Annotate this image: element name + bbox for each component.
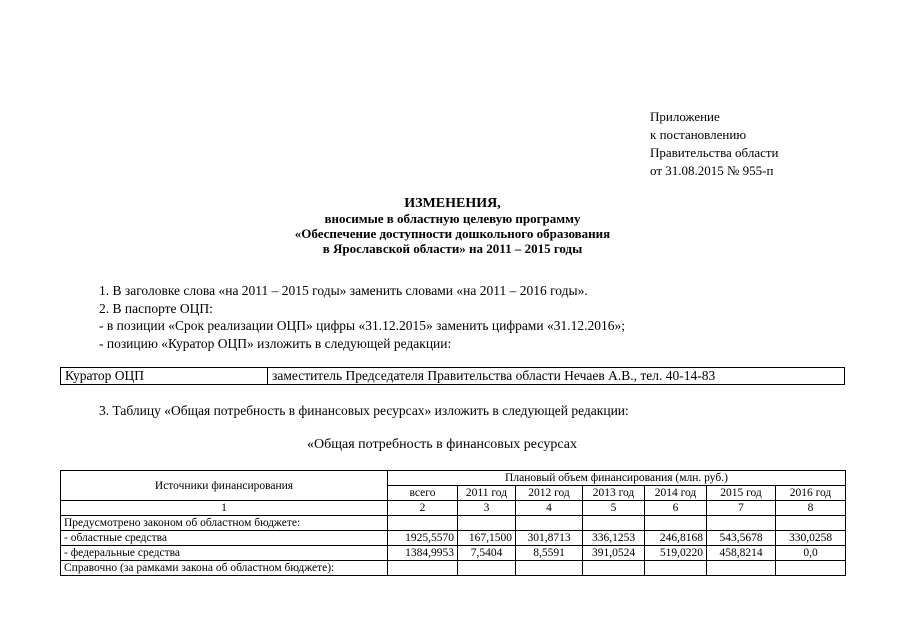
table-cell bbox=[516, 516, 583, 531]
table-row bbox=[61, 516, 846, 531]
paragraph-5: 3. Таблицу «Общая потребность в финансовых ресурсах» изложить в следующей редакции: bbox=[99, 403, 629, 418]
table-cell bbox=[707, 516, 776, 531]
table-cell: 1925,5570 bbox=[388, 531, 458, 546]
appendix-line-2: к постановлению bbox=[650, 127, 747, 142]
appendix-line-1: Приложение bbox=[650, 109, 720, 124]
table-caption: «Общая потребность в финансовых ресурсах bbox=[307, 437, 577, 452]
paragraph-1: 1. В заголовке слова «на 2011 – 2015 годы» заменить словами «на 2011 – 2016 годы». bbox=[99, 283, 588, 298]
header-col-2014: 2014 год bbox=[645, 486, 707, 501]
table-cell bbox=[388, 516, 458, 531]
table-cell: 0,0 bbox=[776, 546, 846, 561]
header-planned: Плановый объем финансирования (млн. руб.) bbox=[388, 471, 846, 486]
table-cell bbox=[776, 561, 846, 576]
table-cell: 458,8214 bbox=[707, 546, 776, 561]
header-col-total: всего bbox=[388, 486, 458, 501]
table-cell bbox=[583, 561, 645, 576]
header-col-2012: 2012 год bbox=[516, 486, 583, 501]
table-cell bbox=[516, 561, 583, 576]
table-cell bbox=[776, 516, 846, 531]
table-cell: 167,1500 bbox=[458, 531, 516, 546]
document-title bbox=[190, 196, 715, 256]
title-line-4: в Ярославской области» на 2011 – 2015 годы bbox=[322, 241, 583, 256]
title-line-3: «Обеспечение доступности дошкольного образования bbox=[294, 226, 611, 241]
table-cell: 543,5678 bbox=[707, 531, 776, 546]
col-number: 3 bbox=[458, 501, 516, 516]
appendix-line-3: Правительства области bbox=[650, 145, 779, 160]
body-paragraphs bbox=[99, 282, 625, 352]
curator-label: Куратор ОЦП bbox=[61, 368, 268, 385]
col-number: 8 bbox=[776, 501, 846, 516]
header-col-2011: 2011 год bbox=[458, 486, 516, 501]
table-cell bbox=[458, 561, 516, 576]
curator-table bbox=[60, 367, 845, 385]
table-row bbox=[61, 561, 846, 576]
paragraph-2: 2. В паспорте ОЦП: bbox=[99, 300, 213, 316]
title-main: ИЗМЕНЕНИЯ, bbox=[404, 196, 501, 211]
table-cell bbox=[458, 516, 516, 531]
table-cell: 336,1253 bbox=[583, 531, 645, 546]
col-number: 1 bbox=[61, 501, 388, 516]
table-cell: 8,5591 bbox=[516, 546, 583, 561]
header-sources: Источники финансирования bbox=[61, 471, 388, 501]
appendix-line-4: от 31.08.2015 № 955-п bbox=[650, 163, 774, 178]
table-cell: 519,0220 bbox=[645, 546, 707, 561]
col-number: 4 bbox=[516, 501, 583, 516]
table-cell: 1384,9953 bbox=[388, 546, 458, 561]
table-cell: 7,5404 bbox=[458, 546, 516, 561]
header-col-2016: 2016 год bbox=[776, 486, 846, 501]
table-cell bbox=[645, 516, 707, 531]
col-number: 6 bbox=[645, 501, 707, 516]
table-cell: 330,0258 bbox=[776, 531, 846, 546]
header-col-2015: 2015 год bbox=[707, 486, 776, 501]
table-cell bbox=[388, 561, 458, 576]
table-cell bbox=[583, 516, 645, 531]
row-label: - областные средства bbox=[61, 531, 388, 546]
row-label: - федеральные средства bbox=[61, 546, 388, 561]
table-cell bbox=[707, 561, 776, 576]
financing-table bbox=[60, 470, 846, 576]
table-cell: 391,0524 bbox=[583, 546, 645, 561]
table-cell bbox=[645, 561, 707, 576]
col-number: 2 bbox=[388, 501, 458, 516]
curator-row bbox=[61, 368, 845, 385]
table-number-row bbox=[61, 501, 846, 516]
row-label: Справочно (за рамками закона об областном бюджете): bbox=[61, 561, 388, 576]
table-header-row-1 bbox=[61, 471, 846, 486]
table-cell: 301,8713 bbox=[516, 531, 583, 546]
title-line-2: вносимые в областную целевую программу bbox=[324, 211, 581, 226]
table-row bbox=[61, 531, 846, 546]
header-col-2013: 2013 год bbox=[583, 486, 645, 501]
table-cell: 246,8168 bbox=[645, 531, 707, 546]
row-label: Предусмотрено законом об областном бюджете: bbox=[61, 516, 388, 531]
curator-value: заместитель Председателя Правительства области Нечаев А.В., тел. 40-14-83 bbox=[268, 368, 845, 385]
col-number: 5 bbox=[583, 501, 645, 516]
appendix-block bbox=[650, 108, 779, 180]
table-row bbox=[61, 546, 846, 561]
paragraph-3: - в позиции «Срок реализации ОЦП» цифры «31.12.2015» заменить цифрами «31.12.2016»; bbox=[99, 318, 625, 333]
paragraph-4: - позицию «Куратор ОЦП» изложить в следующей редакции: bbox=[99, 335, 452, 351]
col-number: 7 bbox=[707, 501, 776, 516]
